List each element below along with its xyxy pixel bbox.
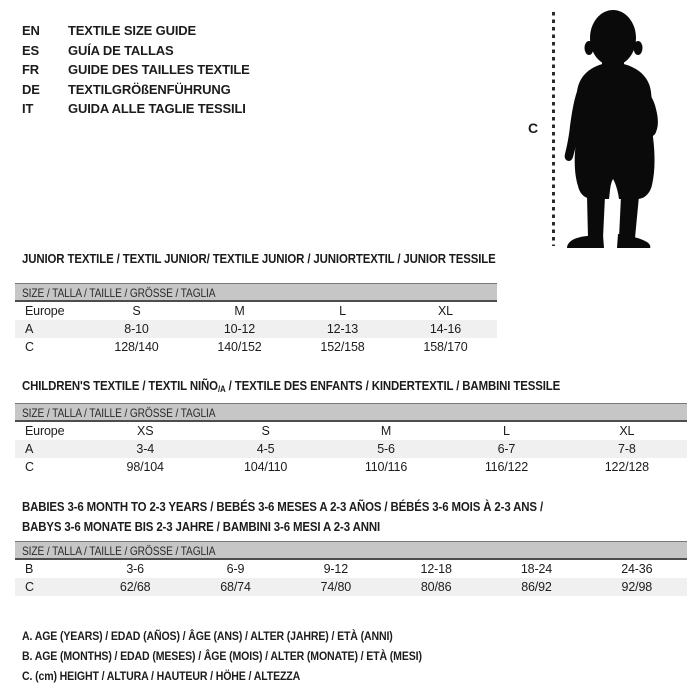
- table-cell: XL: [619, 424, 635, 438]
- children-table-title: [22, 378, 560, 397]
- table-cell: 9-12: [323, 562, 349, 576]
- table-cell: 6-7: [497, 442, 516, 456]
- table-cell: 68/74: [220, 580, 251, 594]
- table-cell: 7-8: [618, 442, 636, 456]
- table-cell: 122/128: [604, 460, 649, 474]
- babies-title-line2: BABYS 3-6 MONATE BIS 2-3 JAHRE / BAMBINI 3-6 MESI A 2-3 ANNI: [22, 519, 381, 534]
- table-cell: 116/122: [484, 460, 529, 474]
- table-row-europe: [15, 422, 687, 440]
- table-cell: 74/80: [320, 580, 352, 594]
- language-row-it: [22, 99, 250, 119]
- table-cell: 92/98: [621, 580, 653, 594]
- table-cell: XS: [137, 424, 154, 438]
- table-cell: 128/140: [114, 340, 159, 354]
- table-cell: 104/110: [244, 460, 288, 474]
- table-cell: 86/92: [521, 580, 552, 594]
- size-header-bar: [15, 403, 687, 422]
- table-cell: 110/116: [364, 460, 408, 474]
- footnote-a: A. AGE (YEARS) / EDAD (AÑOS) / ÂGE (ANS) / ALTER (JAHRE) / ETÀ (ANNI): [22, 629, 393, 643]
- row-label: A: [25, 322, 34, 336]
- children-size-table: [15, 403, 687, 476]
- table-row-months: [15, 560, 687, 578]
- size-header-text: SIZE / TALLA / TAILLE / GRÖSSE / TAGLIA: [22, 406, 216, 420]
- size-header-text: SIZE / TALLA / TAILLE / GRÖSSE / TAGLIA: [22, 286, 216, 300]
- language-code: FR: [22, 62, 40, 77]
- table-row-height: [15, 578, 687, 596]
- children-title-sub: /A: [217, 384, 226, 394]
- language-title-list: [22, 21, 250, 119]
- row-label: C: [25, 460, 34, 474]
- row-label: C: [25, 580, 34, 594]
- table-cell: 8-10: [124, 322, 149, 336]
- table-cell: 12-18: [420, 562, 452, 576]
- table-cell: 10-12: [223, 322, 256, 336]
- toddler-silhouette-icon: [562, 8, 666, 248]
- table-cell: 24-36: [621, 562, 653, 576]
- table-cell: M: [234, 304, 245, 318]
- table-cell: 12-13: [326, 322, 359, 336]
- language-row-es: [22, 41, 250, 61]
- table-cell: 3-6: [126, 562, 144, 576]
- footnotes: [22, 626, 476, 686]
- table-cell: S: [132, 304, 141, 318]
- table-cell: 18-24: [520, 562, 553, 576]
- size-header-bar: [15, 283, 497, 302]
- babies-title-line1: BABIES 3-6 MONTH TO 2-3 YEARS / BEBÉS 3-6 MESES A 2-3 AÑOS / BÉBÉS 3-6 MOIS À 2-3 ANS /: [22, 499, 544, 514]
- row-label: Europe: [25, 304, 65, 318]
- junior-table-title: JUNIOR TEXTILE / TEXTIL JUNIOR/ TEXTILE JUNIOR / JUNIORTEXTIL / JUNIOR TESSILE: [22, 251, 496, 266]
- language-code: IT: [22, 101, 34, 116]
- table-cell: XL: [438, 304, 453, 318]
- height-measure-dashed-line: [552, 12, 555, 246]
- babies-size-table: [15, 541, 687, 596]
- table-cell: 62/68: [119, 580, 151, 594]
- language-row-de: [22, 80, 250, 100]
- table-cell: 4-5: [256, 442, 275, 456]
- row-label: Europe: [25, 424, 65, 438]
- table-cell: S: [261, 424, 270, 438]
- table-row-height: [15, 458, 687, 476]
- table-cell: 98/104: [126, 460, 164, 474]
- table-cell: 152/158: [320, 340, 365, 354]
- table-row-age: [15, 320, 497, 338]
- language-code: ES: [22, 42, 40, 58]
- table-cell: 80/86: [420, 580, 452, 594]
- row-label: A: [25, 442, 34, 456]
- row-label: C: [25, 340, 34, 354]
- table-cell: L: [503, 424, 510, 438]
- language-label: GUÍA DE TALLAS: [68, 42, 174, 58]
- table-cell: 3-4: [136, 442, 155, 456]
- language-label: GUIDA ALLE TAGLIE TESSILI: [68, 101, 246, 116]
- table-cell: L: [339, 304, 346, 318]
- table-row-europe: [15, 302, 497, 320]
- language-code: EN: [22, 23, 40, 38]
- footnote-b: B. AGE (MONTHS) / EDAD (MESES) / ÂGE (MOIS) / ALTER (MONATE) / ETÀ (MESI): [22, 649, 422, 663]
- table-cell: 5-6: [377, 442, 395, 456]
- language-row-en: [22, 21, 250, 41]
- table-cell: M: [380, 424, 392, 438]
- footnote-c: C. (cm) HEIGHT / ALTURA / HAUTEUR / HÖHE / ALTEZZA: [22, 669, 301, 683]
- table-cell: 158/170: [423, 340, 468, 354]
- size-header-bar: [15, 541, 687, 560]
- table-cell: 140/152: [217, 340, 262, 354]
- table-row-height: [15, 338, 497, 356]
- children-title-pre: CHILDREN'S TEXTILE / TEXTIL NIÑO: [22, 378, 218, 393]
- language-row-fr: [22, 60, 250, 80]
- language-label: TEXTILE SIZE GUIDE: [68, 23, 197, 38]
- table-cell: 14-16: [429, 322, 462, 336]
- height-measure-label: C: [528, 120, 538, 136]
- size-header-text: SIZE / TALLA / TAILLE / GRÖSSE / TAGLIA: [22, 544, 216, 558]
- language-code: DE: [22, 81, 40, 97]
- babies-table-title: [22, 497, 543, 537]
- junior-size-table: [15, 283, 497, 356]
- children-title-post: / TEXTILE DES ENFANTS / KINDERTEXTIL / BAMBINI TESSILE: [225, 378, 561, 393]
- language-label: GUIDE DES TAILLES TEXTILE: [68, 62, 250, 77]
- language-label: TEXTILGRÖßENFÜHRUNG: [68, 81, 231, 97]
- table-row-age: [15, 440, 687, 458]
- table-cell: 6-9: [226, 562, 245, 576]
- row-label: B: [25, 562, 34, 576]
